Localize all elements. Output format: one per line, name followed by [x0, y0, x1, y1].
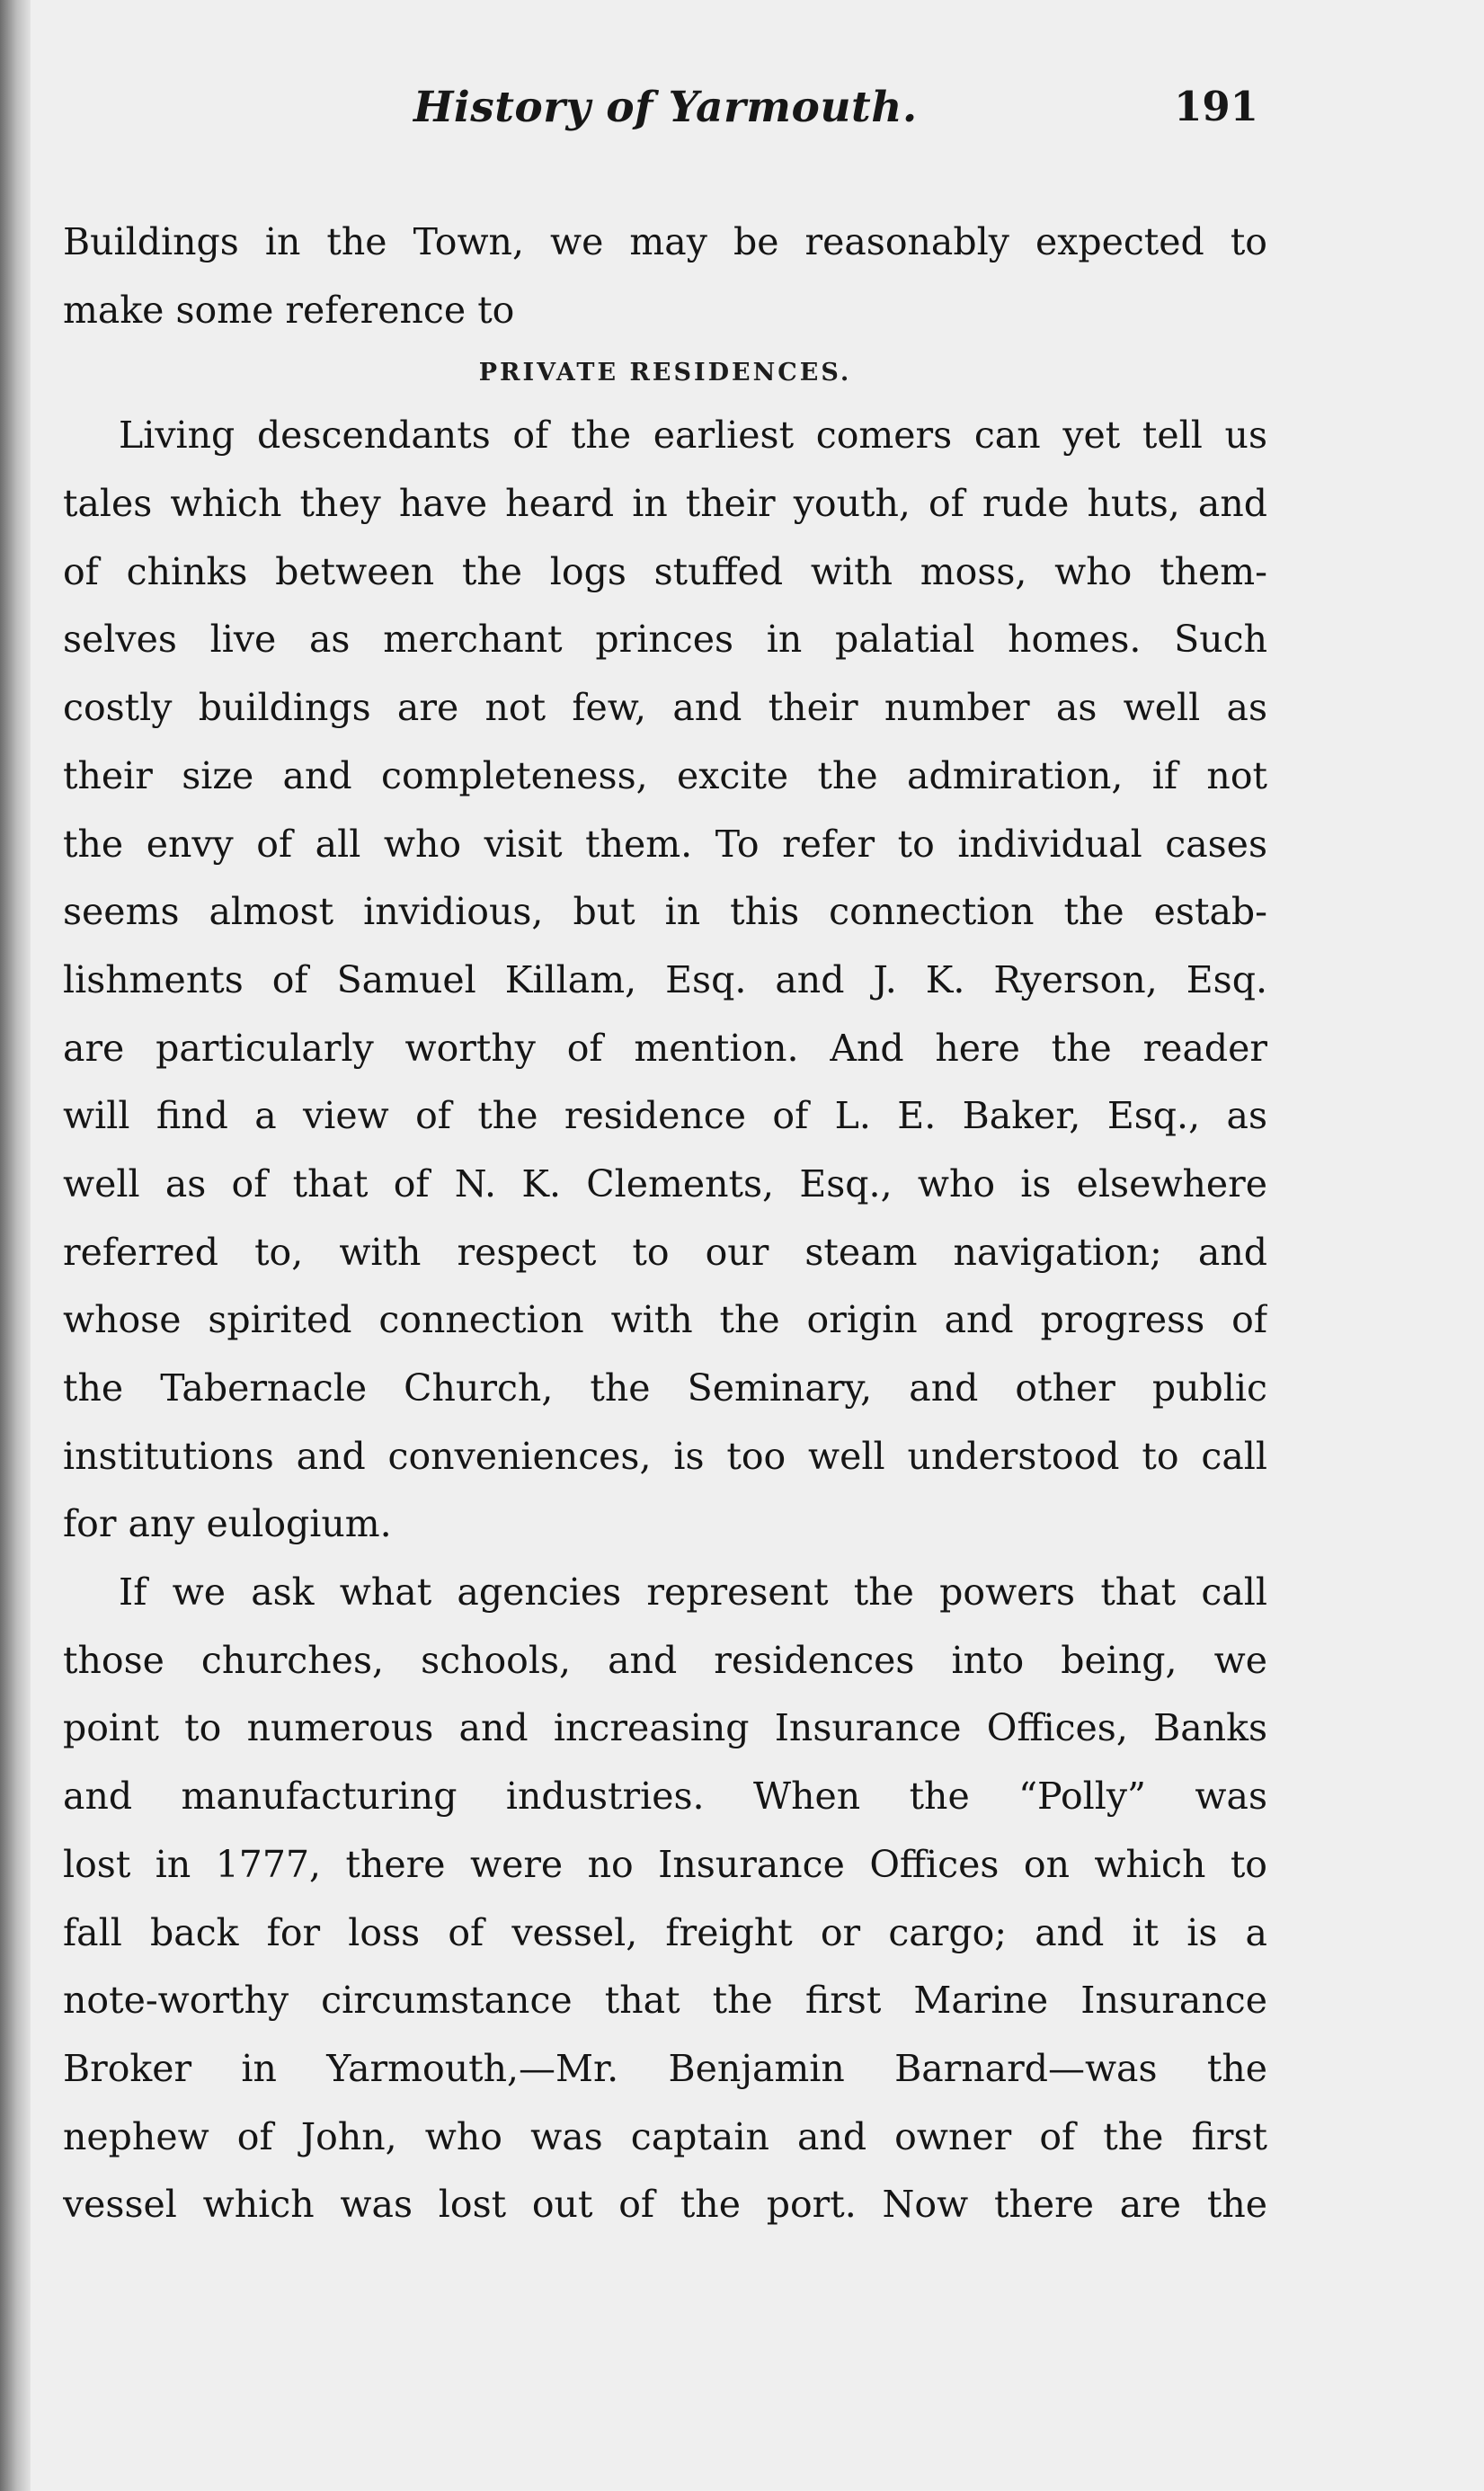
text-line: their size and completeness, excite the admiration, if not: [63, 753, 1267, 797]
text-line: will find a view of the residence of L. E. Baker, Esq., as: [63, 1094, 1267, 1138]
page-header: [63, 83, 1258, 155]
text-line: vessel which was lost out of the port. Now there are the: [63, 2183, 1267, 2227]
text-line: fall back for loss of vessel, freight or cargo; and it is a: [63, 1910, 1267, 1954]
text-line: and manufacturing industries. When the “Polly” was: [63, 1775, 1267, 1819]
text-line: note-worthy circumstance that the first Marine Insurance: [63, 1979, 1267, 2023]
text-line: selves live as merchant princes in palatial homes. Such: [63, 618, 1267, 662]
text-line: seems almost invidious, but in this connection the estab-: [63, 890, 1267, 934]
text-line: Broker in Yarmouth,—Mr. Benjamin Barnard—was the: [63, 2046, 1267, 2090]
text-line: well as of that of N. K. Clements, Esq., who is elsewhere: [63, 1161, 1267, 1205]
binding-shadow: [0, 0, 31, 2491]
text-line: costly buildings are not few, and their number as well as: [63, 686, 1267, 730]
text-line: of chinks between the logs stuffed with moss, who them-: [63, 549, 1267, 593]
paragraph-private-residences: [63, 402, 1267, 1559]
text-line: lost in 1777, there were no Insurance Offices on which to: [63, 1842, 1267, 1886]
text-line: whose spirited connection with the origin and progress of: [63, 1298, 1267, 1342]
text-line: those churches, schools, and residences into being, we: [63, 1638, 1267, 1682]
text-line: tales which they have heard in their youth, of rude huts, and: [63, 482, 1267, 526]
text-line: point to numerous and increasing Insurance Offices, Banks: [63, 1706, 1267, 1750]
text-line: institutions and conveniences, is too well understood to call: [63, 1434, 1267, 1478]
body-text: [63, 209, 1267, 2239]
text-line: are particularly worthy of mention. And here the reader: [63, 1026, 1267, 1070]
text-line: Living descendants of the earliest comers can yet tell us: [119, 414, 1267, 458]
text-line: the envy of all who visit them. To refer to individual cases: [63, 822, 1267, 866]
text-line: make some reference to: [63, 288, 515, 332]
paragraph-insurance: [63, 1559, 1267, 2239]
text-line: nephew of John, who was captain and owner of the first: [63, 2114, 1267, 2158]
text-line: Buildings in the Town, we may be reasonably expected to: [63, 220, 1267, 263]
text-line: referred to, with respect to our steam navigation; and: [63, 1230, 1267, 1274]
section-heading: PRIVATE RESIDENCES.: [478, 359, 852, 387]
text-line: If we ask what agencies represent the powers that call: [119, 1570, 1267, 1615]
running-head: History of Yarmouth.: [413, 83, 918, 132]
page-number: 191: [1174, 83, 1258, 130]
text-line: lishments of Samuel Killam, Esq. and J. K. Ryerson, Esq.: [63, 957, 1267, 1001]
text-line: the Tabernacle Church, the Seminary, and other public: [63, 1366, 1267, 1410]
text-line: for any eulogium.: [63, 1502, 392, 1546]
